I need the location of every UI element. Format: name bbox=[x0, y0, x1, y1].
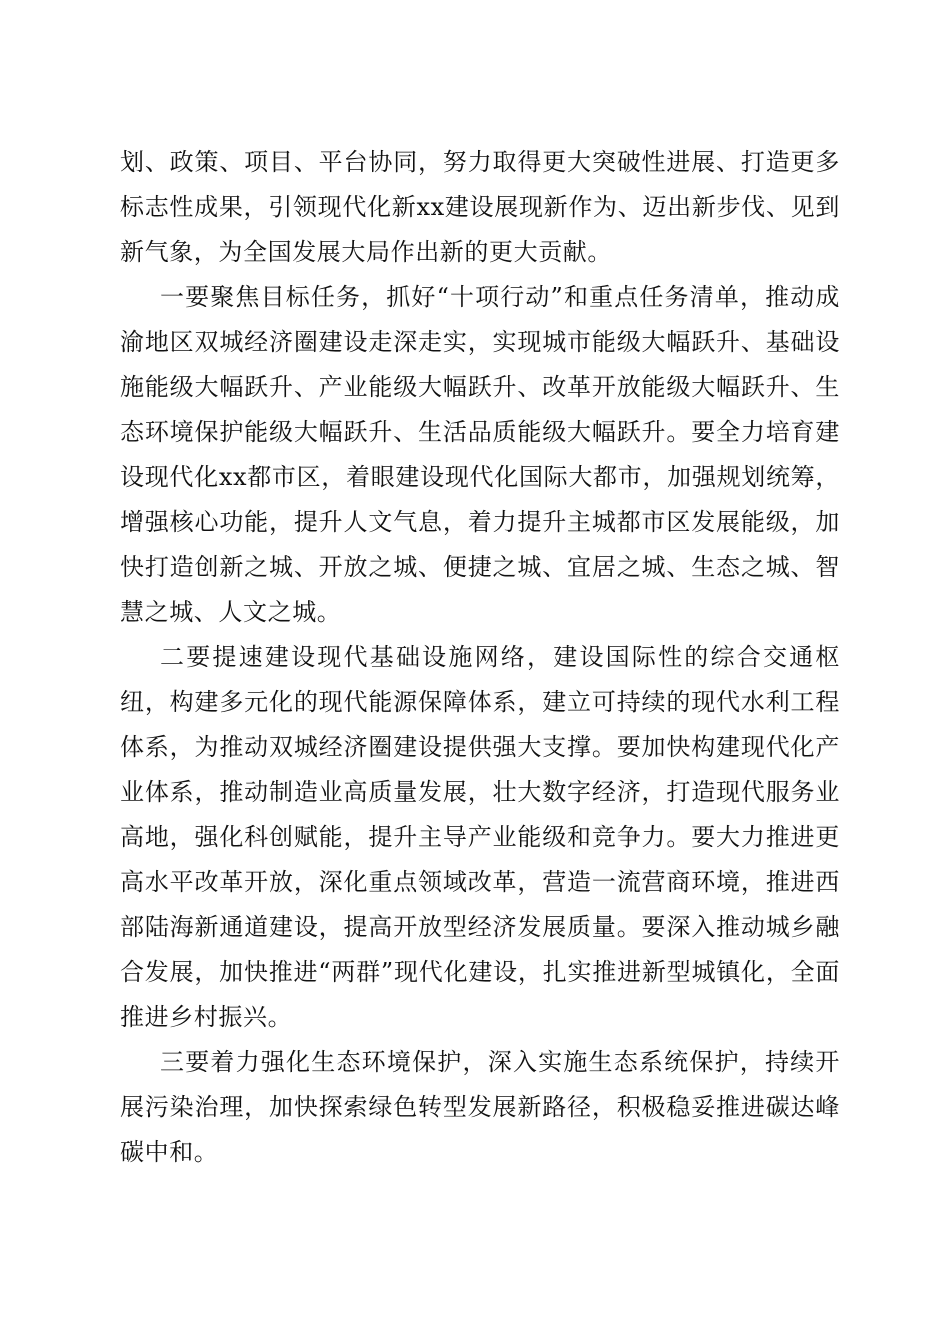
paragraph-goal-tasks: 一要聚焦目标任务，抓好“十项行动”和重点任务清单，推动成渝地区双城经济圈建设走深走实，实现城市能级大幅跃升、基础设施能级大幅跃升、产业能级大幅跃升、改革开放能级大幅跃升、生态环境保护能级大幅跃升、生活品质能级大幅跃升。要全力培育建设现代化xx都市区，着眼建设现代化国际大都市，加强规划统筹，增强核心功能，提升人文气息，着力提升主城都市区发展能级，加快打造创新之城、开放之城、便捷之城、宜居之城、生态之城、智慧之城、人文之城。 bbox=[120, 283, 840, 626]
document-body bbox=[120, 140, 840, 1175]
paragraph-ecology: 三要着力强化生态环境保护，深入实施生态系统保护，持续开展污染治理，加快探索绿色转型发展新路径，积极稳妥推进碳达峰碳中和。 bbox=[120, 1048, 840, 1166]
paragraph-continuation: 划、政策、项目、平台协同，努力取得更大突破性进展、打造更多标志性成果，引领现代化新xx建设展现新作为、迈出新步伐、见到新气象，为全国发展大局作出新的更大贡献。 bbox=[120, 148, 840, 266]
paragraph-infrastructure: 二要提速建设现代基础设施网络，建设国际性的综合交通枢纽，构建多元化的现代能源保障体系，建立可持续的现代水利工程体系，为推动双城经济圈建设提供强大支撑。要加快构建现代化产业体系，推动制造业高质量发展，壮大数字经济，打造现代服务业高地，强化科创赋能，提升主导产业能级和竞争力。要大力推进更高水平改革开放，深化重点领域改革，营造一流营商环境，推进西部陆海新通道建设，提高开放型经济发展质量。要深入推动城乡融合发展，加快推进“两群”现代化建设，扎实推进新型城镇化，全面推进乡村振兴。 bbox=[120, 643, 840, 1031]
